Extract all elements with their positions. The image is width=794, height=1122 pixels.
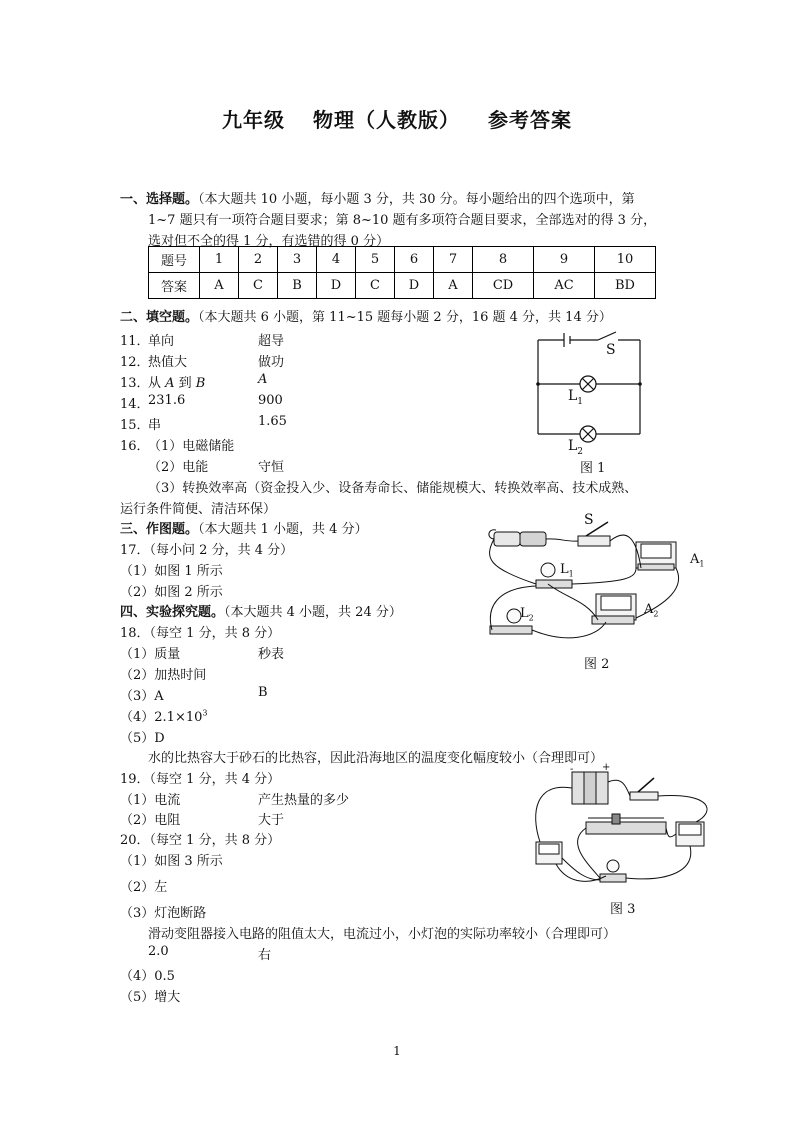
switch-blade <box>598 332 616 340</box>
battery-plus-label: + <box>602 762 611 773</box>
q16-part3-cont: 运行条件简便、清洁环保） <box>120 502 277 517</box>
table-cell: C <box>356 273 395 299</box>
table-row <box>149 273 656 299</box>
figure-1 <box>528 324 658 474</box>
switch-label: S <box>584 512 594 528</box>
figure-1-caption: 图 1 <box>580 461 606 476</box>
figure-2-wiring <box>486 508 716 648</box>
switch-label: S <box>606 342 616 358</box>
q20-part3: （3）灯泡断路 <box>120 906 207 921</box>
sec1-heading: 一、选择题。 <box>120 192 199 207</box>
lamp-l1-label <box>560 562 574 579</box>
sec4-desc: （本大题共 4 小题，共 24 分） <box>224 605 402 620</box>
figure-3-caption: 图 3 <box>610 902 636 917</box>
lamp-subscript: 1 <box>568 569 574 579</box>
lamp-letter: L <box>568 388 578 404</box>
sec4-heading: 四、实验探究题。 <box>120 605 225 620</box>
q13-point-b: B <box>195 376 206 391</box>
table-header-cell: 题号 <box>149 247 200 273</box>
switch-lever <box>638 778 654 792</box>
table-header-cell: 答案 <box>149 273 200 299</box>
ammeter-letter: A <box>690 552 700 567</box>
lamp-l2-bulb <box>507 609 521 623</box>
switch-base <box>630 792 658 800</box>
q16-part1: （1）电磁储能 <box>148 439 235 454</box>
table-cell: CD <box>473 273 534 299</box>
q13-answer-a <box>148 372 205 391</box>
sec2-desc: （本大题共 6 小题，第 11~15 题每小题 2 分，16 题 4 分，共 14 分） <box>198 310 612 325</box>
q18-part4-exp: 3 <box>202 708 208 718</box>
q18-part3-b: B <box>258 685 268 700</box>
q18-part1-b: 秒表 <box>258 647 285 662</box>
q18-part2: （2）加热时间 <box>120 668 207 683</box>
lamp-l1-bulb <box>541 563 555 577</box>
q16-part2-b: 守恒 <box>258 460 285 475</box>
lamp-subscript: 1 <box>577 396 584 407</box>
table-cell: D <box>317 273 356 299</box>
battery-cell <box>494 532 520 546</box>
sec1-desc2: 1~7 题只有一项符合题目要求；第 8~10 题有多项符合题目要求，全部选对的得 3 分， <box>148 213 657 228</box>
sec2-line <box>120 306 612 325</box>
lamp-l2-base <box>490 626 532 634</box>
q16-part2: （2）电能 <box>148 460 209 475</box>
q19-part2: （2）电阻 <box>120 813 181 828</box>
q12-number: 12． <box>120 355 150 370</box>
table-cell: 7 <box>434 247 473 273</box>
table-cell: 1 <box>200 247 239 273</box>
ammeter-a2-label <box>644 602 658 619</box>
table-cell: B <box>278 273 317 299</box>
battery-cell <box>572 772 584 804</box>
figure-3 <box>526 762 726 917</box>
sec3-desc: （本大题共 1 小题，共 4 分） <box>198 522 368 537</box>
lamp-letter: L <box>568 438 578 454</box>
lamp-base <box>600 874 626 882</box>
q14-answer-a: 231.6 <box>148 393 186 408</box>
sec3-line <box>120 518 368 537</box>
table-cell: 6 <box>395 247 434 273</box>
q16-number: 16． <box>120 439 150 454</box>
sec2-heading: 二、填空题。 <box>120 310 199 325</box>
battery-cell <box>520 532 546 546</box>
q13-point-a: A <box>165 376 175 391</box>
sec1-desc3: 选对但不全的得 1 分，有选错的得 0 分） <box>148 234 390 249</box>
lamp-subscript: 2 <box>577 446 584 457</box>
battery-cell <box>596 772 608 804</box>
q14-answer-b: 900 <box>258 393 283 408</box>
table-cell: A <box>434 273 473 299</box>
sec3-heading: 三、作图题。 <box>120 522 199 537</box>
lamp-letter: L <box>560 562 569 577</box>
q17-header: 17．（每小问 2 分，共 4 分） <box>120 543 294 558</box>
table-cell: 4 <box>317 247 356 273</box>
sec1-line1 <box>120 188 635 207</box>
q15-answer-b: 1.65 <box>258 414 287 429</box>
figure-1-circuit <box>528 324 658 474</box>
table-cell: 3 <box>278 247 317 273</box>
sec1-desc1: （本大题共 10 小题，每小题 3 分，共 30 分。每小题给出的四个选项中，第 <box>198 192 635 207</box>
ammeter-subscript: 1 <box>699 559 705 569</box>
q18-part4-value: 2.1×10 <box>154 710 203 725</box>
q12-answer-a: 热值大 <box>148 355 188 370</box>
lamp-l2-label <box>568 438 583 457</box>
q20-part5: （5）增大 <box>120 990 181 1005</box>
table-cell: 2 <box>239 247 278 273</box>
table-row <box>149 247 656 273</box>
q18-part3: （3）A <box>120 689 164 704</box>
q18-part4-label: （4） <box>120 710 155 725</box>
q20-part4: （4）0.5 <box>120 969 175 984</box>
q17-part2: （2）如图 2 所示 <box>120 585 223 600</box>
q19-part2-b: 大于 <box>258 813 285 828</box>
table-cell: D <box>395 273 434 299</box>
q20-part1: （1）如图 3 所示 <box>120 854 223 869</box>
lamp-l1-label <box>568 388 583 407</box>
table-cell: 9 <box>534 247 595 273</box>
table-cell: A <box>200 273 239 299</box>
figure-2 <box>486 508 716 672</box>
battery-cell <box>584 772 596 804</box>
q15-answer-a: 串 <box>148 418 162 433</box>
q11-number: 11． <box>120 334 150 349</box>
switch-base <box>578 536 610 546</box>
page-number: 1 <box>393 1044 401 1058</box>
answer-table <box>148 246 656 299</box>
page-title <box>0 104 794 133</box>
q18-part4 <box>120 706 207 725</box>
battery-minus-label: - <box>570 764 574 775</box>
q13-text: 到 <box>174 376 196 391</box>
ammeter-a1-label <box>690 552 704 569</box>
q18-header: 18．（每空 1 分，共 8 分） <box>120 626 281 641</box>
q18-note: 水的比热容大于砂石的比热容，因此沿海地区的温度变化幅度较小（合理即可） <box>148 751 604 766</box>
table-cell: BD <box>595 273 656 299</box>
sec4-line <box>120 601 402 620</box>
q20-header: 20．（每空 1 分，共 8 分） <box>120 833 281 848</box>
rheostat <box>586 822 666 834</box>
table-cell: 10 <box>595 247 656 273</box>
ammeter-letter: A <box>644 602 654 617</box>
ammeter-subscript: 2 <box>653 609 659 619</box>
q18-part1: （1）质量 <box>120 647 181 662</box>
q13-text: 从 <box>148 376 166 391</box>
figure-2-caption: 图 2 <box>584 657 610 672</box>
q17-part1: （1）如图 1 所示 <box>120 564 223 579</box>
figure-3-wiring <box>526 762 726 902</box>
q20-value2: 右 <box>258 948 272 963</box>
table-cell: 8 <box>473 247 534 273</box>
q15-number: 15． <box>120 418 150 433</box>
table-cell: AC <box>534 273 595 299</box>
title-subject: 物理（人教版） <box>313 108 460 132</box>
lamp-letter: L <box>520 606 529 621</box>
q16-part3: （3）转换效率高（资金投入少、设备寿命长、储能规模大、转换效率高、技术成熟、 <box>148 481 638 496</box>
table-cell: C <box>239 273 278 299</box>
lamp-l1-base <box>536 580 572 588</box>
q20-value1: 2.0 <box>148 944 169 959</box>
q13-point: A <box>258 372 268 387</box>
q13-number: 13． <box>120 376 150 391</box>
title-label: 参考答案 <box>488 108 572 132</box>
q19-part1: （1）电流 <box>120 793 181 808</box>
q11-answer-a: 单向 <box>148 334 175 349</box>
q20-note: 滑动变阻器接入电路的阻值太大，电流过小，小灯泡的实际功率较小（合理即可） <box>148 927 617 942</box>
q19-part1-b: 产生热量的多少 <box>258 793 350 808</box>
q14-number: 14． <box>120 397 150 412</box>
lamp-l2-label <box>520 606 534 623</box>
q11-answer-b: 超导 <box>258 334 285 349</box>
q18-part5: （5）D <box>120 731 165 746</box>
q19-header: 19．（每空 1 分，共 4 分） <box>120 772 281 787</box>
q12-answer-b: 做功 <box>258 355 285 370</box>
title-grade: 九年级 <box>222 108 285 132</box>
table-cell: 5 <box>356 247 395 273</box>
q13-answer-b <box>258 372 267 387</box>
q20-part2: （2）左 <box>120 880 168 895</box>
lamp-subscript: 2 <box>528 613 534 623</box>
lamp-bulb <box>607 860 619 872</box>
